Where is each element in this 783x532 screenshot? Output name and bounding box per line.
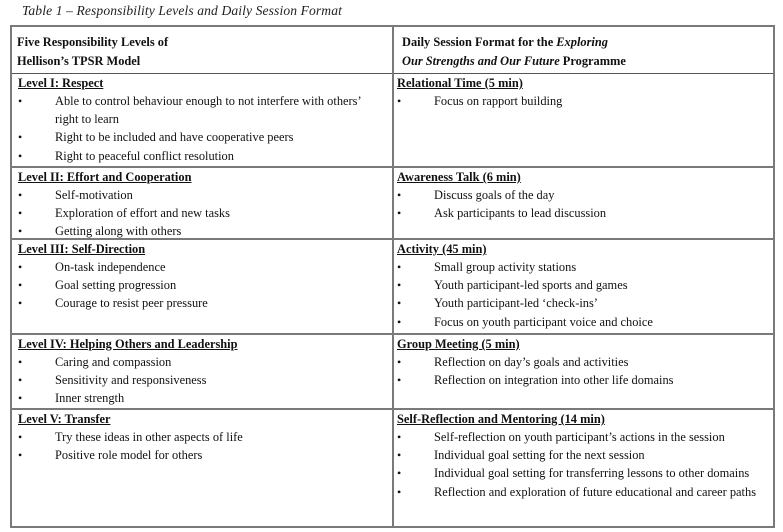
bullet-text: Try these ideas in other aspects of life	[55, 430, 243, 444]
header-right-italic1: Exploring	[556, 35, 608, 49]
bullet-item	[18, 186, 386, 204]
bullet-item	[397, 294, 767, 312]
bullet-text: Goal setting progression	[55, 278, 177, 293]
bullet-item	[397, 428, 767, 446]
session-title: Awareness Talk (6 min)	[397, 170, 521, 184]
bullet-item	[397, 353, 767, 371]
bullet-item	[397, 371, 767, 389]
header-right-prefix: Daily Session Format for the	[402, 35, 557, 49]
bullet-icon: •	[397, 260, 402, 274]
bullet-text: Courage to resist peer pressure	[55, 296, 208, 311]
bullet-item	[18, 204, 386, 222]
bullet-item	[397, 258, 767, 276]
bullet-icon: •	[18, 296, 23, 311]
bullet-item	[397, 483, 767, 501]
bullet-icon: •	[18, 224, 23, 239]
level-cell	[12, 410, 392, 528]
bullet-text: Focus on rapport building	[434, 94, 563, 108]
bullet-text: Reflection on integration into other life domains	[434, 373, 674, 388]
bullet-text: Reflection on day’s goals and activities	[434, 355, 629, 369]
bullet-text: Able to control behaviour enough to not interfere with others’ right to learn	[55, 94, 361, 127]
bullet-text: Self-reflection on youth participant’s actions in the session	[434, 430, 725, 444]
bullet-item	[18, 353, 386, 371]
bullet-icon: •	[397, 206, 402, 221]
bullet-icon: •	[18, 148, 23, 163]
bullet-icon: •	[18, 430, 23, 444]
level-cell	[12, 168, 392, 240]
session-cell	[394, 74, 773, 168]
bullet-text: Individual goal setting for the next session	[434, 448, 645, 463]
bullet-icon: •	[397, 355, 402, 369]
bullet-item	[18, 446, 386, 464]
bullet-text: Ask participants to lead discussion	[434, 206, 607, 221]
bullet-icon: •	[18, 373, 23, 388]
bullet-text: Focus on youth participant voice and choice	[434, 314, 653, 329]
bullet-item	[397, 464, 767, 482]
header-left-line2: Hellison’s TPSR Model	[17, 54, 141, 68]
bullet-icon: •	[397, 448, 402, 463]
bullet-item	[18, 389, 386, 407]
bullet-item	[18, 258, 386, 276]
session-title: Relational Time (5 min)	[397, 76, 523, 90]
bullet-text: Discuss goals of the day	[434, 188, 555, 202]
bullet-item	[18, 147, 386, 165]
session-cell	[394, 168, 773, 240]
bullet-icon: •	[397, 94, 402, 108]
bullet-item	[397, 276, 767, 294]
session-cell	[394, 240, 773, 335]
header-left	[12, 27, 392, 74]
session-cell	[394, 410, 773, 528]
bullet-text: Inner strength	[55, 391, 125, 406]
bullet-item	[397, 92, 767, 110]
session-title: Activity (45 min)	[397, 242, 487, 256]
bullet-text: Individual goal setting for transferring lessons to other domains	[434, 466, 750, 481]
bullet-item	[397, 186, 767, 204]
table-caption: Table 1 – Responsibility Levels and Daily Session Format	[22, 3, 343, 18]
bullet-item	[18, 128, 386, 146]
bullet-text: Caring and compassion	[55, 355, 172, 369]
bullet-icon: •	[397, 296, 402, 311]
level-title: Level V: Transfer	[18, 412, 111, 426]
bullet-icon: •	[397, 278, 402, 293]
responsibility-table	[10, 25, 775, 528]
level-title: Level I: Respect	[18, 76, 104, 90]
bullet-icon: •	[397, 373, 402, 388]
bullet-text: Youth participant-led sports and games	[434, 278, 628, 293]
header-right	[394, 27, 773, 74]
level-cell	[12, 335, 392, 410]
level-title: Level III: Self-Direction	[18, 242, 146, 256]
level-title: Level II: Effort and Cooperation	[18, 170, 192, 184]
bullet-item	[18, 428, 386, 446]
bullet-icon: •	[18, 94, 23, 108]
bullet-icon: •	[18, 260, 23, 274]
bullet-icon: •	[18, 278, 23, 293]
bullet-item	[18, 276, 386, 294]
bullet-icon: •	[18, 130, 23, 145]
bullet-item	[18, 92, 386, 128]
bullet-text: Reflection and exploration of future educational and career paths	[434, 484, 757, 499]
bullet-icon: •	[18, 355, 23, 369]
bullet-item	[18, 222, 386, 240]
bullet-item	[18, 371, 386, 389]
bullet-icon: •	[18, 391, 23, 406]
bullet-item	[397, 313, 767, 331]
bullet-icon: •	[397, 484, 402, 499]
level-cell	[12, 74, 392, 168]
header-right-suffix: Programme	[559, 54, 626, 68]
bullet-text: Sensitivity and responsiveness	[55, 373, 207, 388]
bullet-icon: •	[18, 188, 23, 202]
bullet-text: On-task independence	[55, 260, 166, 274]
bullet-icon: •	[18, 448, 23, 463]
session-title: Group Meeting (5 min)	[397, 337, 520, 351]
bullet-icon: •	[397, 314, 402, 329]
bullet-item	[397, 204, 767, 222]
bullet-text: Right to be included and have cooperative peers	[55, 130, 294, 145]
bullet-icon: •	[397, 466, 402, 481]
bullet-text: Youth participant-led ‘check-ins’	[434, 296, 598, 311]
header-left-line1: Five Responsibility Levels of	[17, 35, 169, 49]
bullet-text: Right to peaceful conflict resolution	[55, 148, 234, 163]
bullet-text: Exploration of effort and new tasks	[55, 206, 230, 221]
session-title: Self-Reflection and Mentoring (14 min)	[397, 412, 605, 426]
bullet-text: Positive role model for others	[55, 448, 203, 463]
header-right-italic2: Our Strengths and Our Future	[402, 54, 560, 68]
bullet-item	[18, 294, 386, 312]
bullet-icon: •	[18, 206, 23, 221]
level-cell	[12, 240, 392, 335]
bullet-icon: •	[397, 188, 402, 202]
bullet-item	[397, 446, 767, 464]
level-title: Level IV: Helping Others and Leadership	[18, 337, 238, 351]
bullet-text: Small group activity stations	[434, 260, 577, 274]
bullet-icon: •	[397, 430, 402, 444]
bullet-text: Self-motivation	[55, 188, 133, 202]
session-cell	[394, 335, 773, 410]
bullet-text: Getting along with others	[55, 224, 182, 239]
